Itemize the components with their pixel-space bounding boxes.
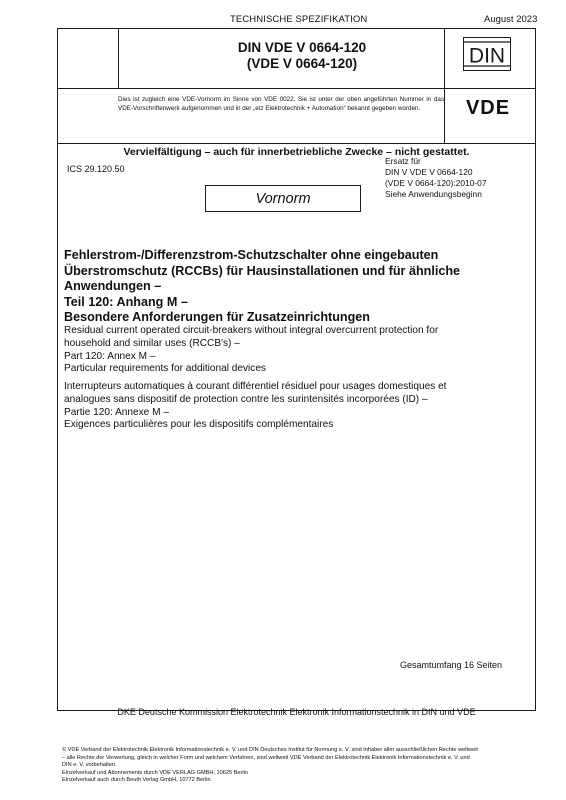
din-logo bbox=[463, 37, 511, 71]
title-french bbox=[64, 381, 529, 432]
replaced-document: DIN V VDE V 0664-120 bbox=[385, 167, 473, 177]
title-german-line: Anwendungen – bbox=[64, 279, 162, 294]
document-number-din: DIN VDE V 0664-120 bbox=[237, 40, 367, 55]
status-badge: Vornorm bbox=[205, 185, 361, 212]
title-french-line: analogues sans dispositif de protection contre les surintensités incorporées (ID) – bbox=[64, 393, 428, 405]
footer-line: Einzelverkauf auch durch Beuth Verlag GmbH, 10772 Berlin bbox=[62, 777, 211, 784]
replaced-document-vde: (VDE V 0664-120):2010-07 bbox=[385, 178, 487, 188]
vde-logo bbox=[453, 96, 523, 118]
ics-code: ICS 29.120.50 bbox=[67, 164, 125, 174]
reproduction-notice: Vervielfältigung – auch für innerbetriebliche Zwecke – nicht gestattet. bbox=[123, 146, 470, 158]
title-english-line: household and similar uses (RCCB's) – bbox=[64, 337, 240, 349]
title-english-line: Part 120: Annex M – bbox=[64, 350, 156, 362]
din-logo-text: DIN bbox=[468, 44, 506, 68]
logo-column-divider bbox=[444, 28, 445, 144]
title-german-line: Teil 120: Anhang M – bbox=[64, 294, 188, 309]
document-type: TECHNISCHE SPEZIFIKATION bbox=[230, 14, 368, 25]
footer-line: © VDE Verband der Elektrotechnik Elektronik Informationstechnik e. V. und DIN Deutsches Institut für Normung e. V. sind Inhaber aller ausschließlichen Rechte weltweit bbox=[62, 747, 478, 753]
footer-line: DIN e. V. vorbehalten. bbox=[62, 762, 117, 769]
din-logo-graphic bbox=[463, 37, 511, 71]
footer-line: – alle Rechte der Verwertung, gleich in welcher Form und welchem Verfahren, sind weltweit VDE Verband der Elektrotechnik Elektronik Informationstechnik e. V. und bbox=[62, 754, 470, 761]
title-english-line: Particular requirements for additional devices bbox=[64, 363, 266, 375]
title-french-line: Exigences particulières pour les dispositifs complémentaires bbox=[64, 419, 334, 431]
title-german-line: Überstromschutz (RCCBs) für Hausinstallationen und für ähnliche bbox=[64, 263, 461, 278]
committee-line: DKE Deutsche Kommission Elektrotechnik Elektronik Informationstechnik in DIN und VDE bbox=[117, 707, 476, 717]
title-english bbox=[64, 325, 529, 376]
vde-notice: Dies ist zugleich eine VDE-Vornorm im Sinne von VDE 0022. Sie ist unter der oben angeführten Nummer in das VDE-Vorschriftenwerk aufgenommen und in der „etz Elektrotechnik + Automation“ bekannt gegeben worden. bbox=[118, 96, 444, 112]
header-divider bbox=[57, 88, 536, 89]
copyright-footer bbox=[62, 747, 532, 785]
title-french-line: Partie 120: Annexe M – bbox=[64, 406, 169, 418]
replacement-info bbox=[385, 156, 487, 200]
vde-logo-text: VDE bbox=[465, 97, 511, 118]
title-german bbox=[64, 248, 529, 326]
title-german-line: Besondere Anforderungen für Zusatzeinrichtungen bbox=[64, 310, 371, 325]
left-column-divider bbox=[118, 28, 119, 88]
vde-logo-graphic bbox=[453, 96, 523, 118]
title-french-line: Interrupteurs automatiques à courant différentiel résiduel pour usages domestiques et bbox=[64, 381, 447, 392]
publication-date: August 2023 bbox=[484, 14, 538, 25]
replacement-label: Ersatz für bbox=[385, 156, 421, 166]
document-number bbox=[212, 40, 392, 72]
footer-line: Einzelverkauf und Abonnements durch VDE VERLAG GMBH, 10625 Berlin bbox=[62, 769, 248, 776]
title-german-line: Fehlerstrom-/Differenzstrom-Schutzschalter ohne eingebauten bbox=[64, 248, 439, 262]
notice-divider bbox=[57, 143, 536, 144]
title-english-line: Residual current operated circuit-breakers without integral overcurrent protection for bbox=[64, 325, 439, 336]
document-number-vde: (VDE V 0664-120) bbox=[246, 56, 358, 71]
application-start-note: Siehe Anwendungsbeginn bbox=[385, 189, 482, 199]
total-pages: Gesamtumfang 16 Seiten bbox=[400, 660, 503, 670]
